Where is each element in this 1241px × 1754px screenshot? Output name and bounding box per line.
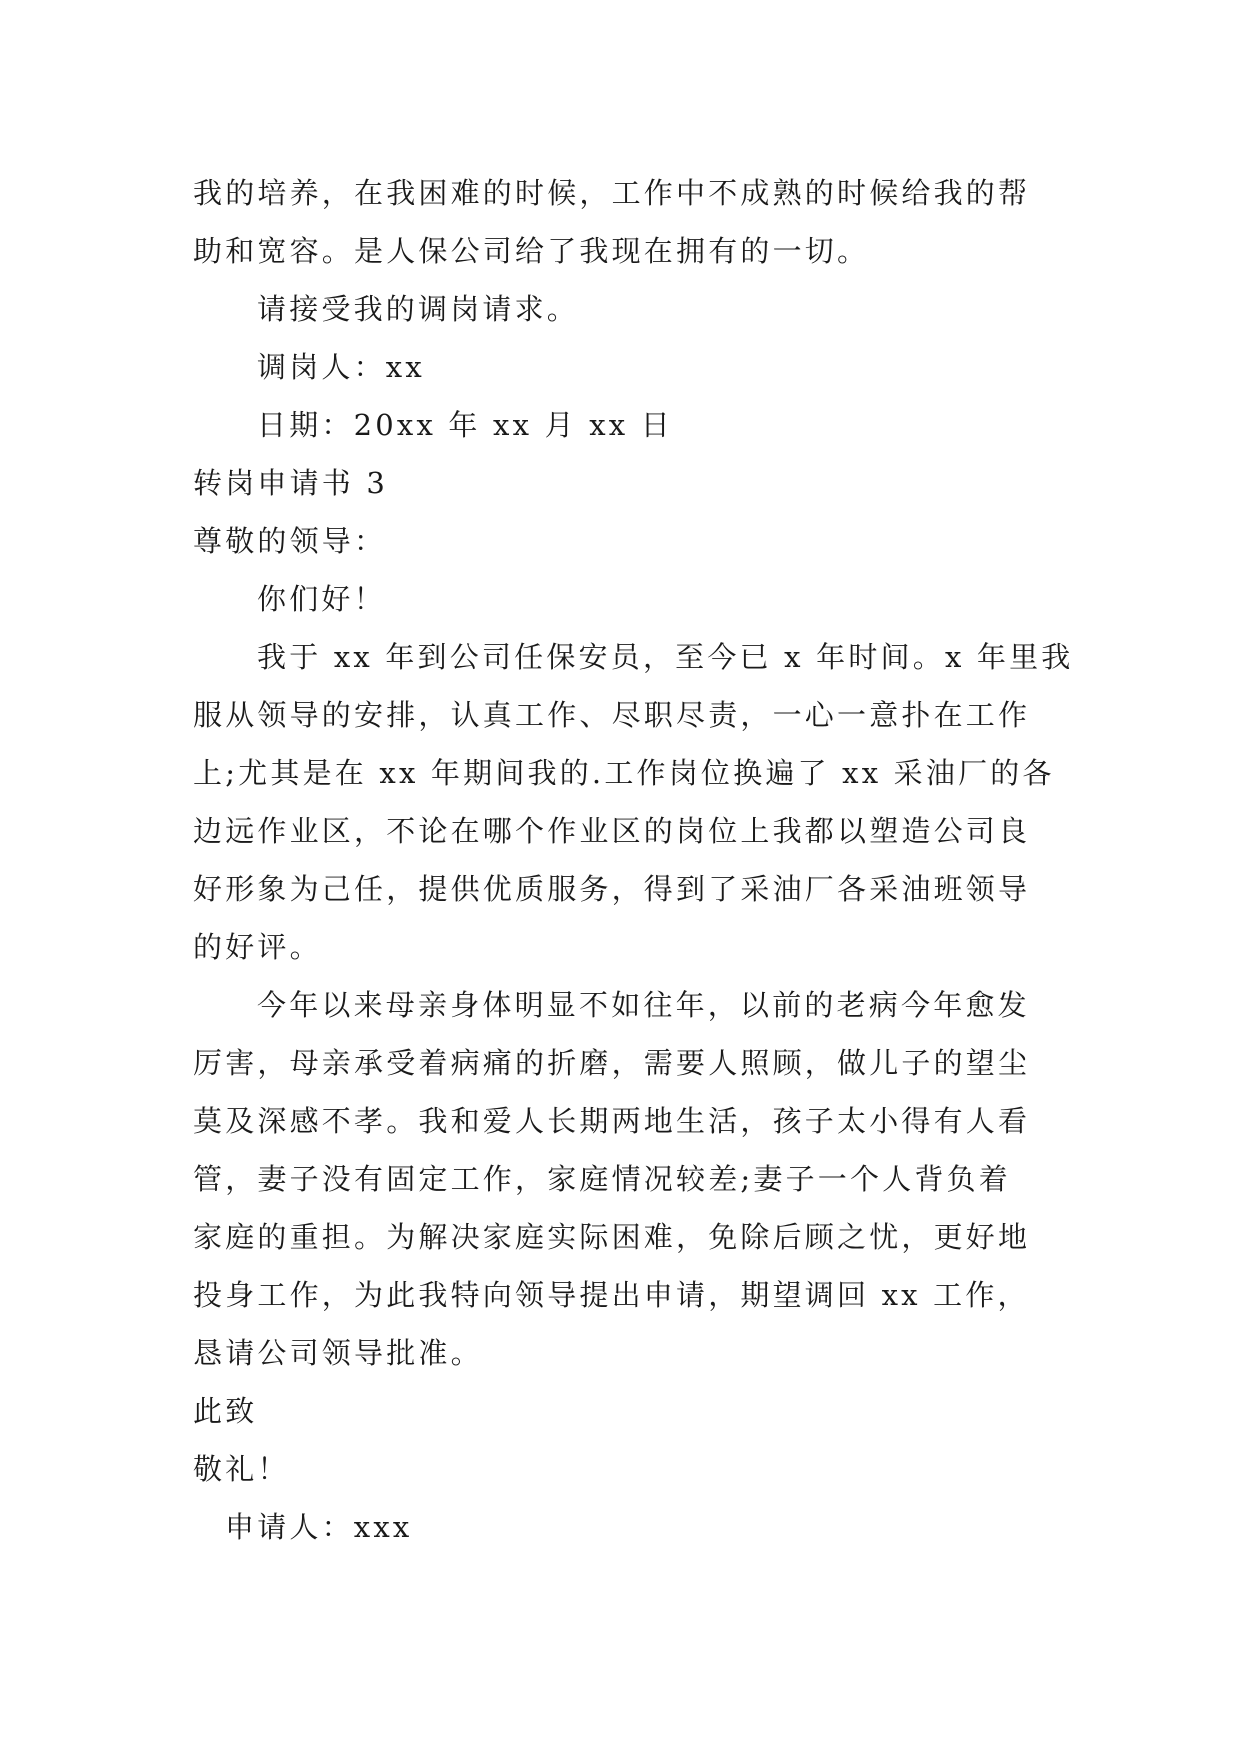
paragraph-line: 投身工作，为此我特向领导提出申请，期望调回 xx 工作， xyxy=(193,1278,1030,1312)
paragraph-line: 好形象为己任，提供优质服务，得到了采油厂各采油班领导 xyxy=(193,872,1031,906)
paragraph-line: 莫及深感不孝。我和爱人长期两地生活，孩子太小得有人看 xyxy=(193,1104,1031,1138)
paragraph-line: 上;尤其是在 xx 年期间我的.工作岗位换遍了 xx 采油厂的各 xyxy=(193,756,1055,790)
paragraph-line: 家庭的重担。为解决家庭实际困难，免除后顾之忧，更好地 xyxy=(193,1220,1031,1254)
paragraph-line: 边远作业区，不论在哪个作业区的岗位上我都以塑造公司良 xyxy=(193,814,1031,848)
paragraph-line: 我于 xx 年到公司任保安员，至今已 x 年时间。x 年里我 xyxy=(257,640,1074,674)
paragraph-line: 的好评。 xyxy=(193,930,322,964)
paragraph-line: 恳请公司领导批准。 xyxy=(193,1336,483,1370)
document-body xyxy=(193,164,1074,1556)
greeting: 你们好！ xyxy=(257,582,386,616)
paragraph-line: 助和宽容。是人保公司给了我现在拥有的一切。 xyxy=(193,234,870,268)
section-title: 转岗申请书 3 xyxy=(193,466,389,500)
closing-line: 此致 xyxy=(193,1394,258,1428)
closing-regards: 敬礼！ xyxy=(193,1452,290,1486)
paragraph-line: 服从领导的安排，认真工作、尽职尽责，一心一意扑在工作 xyxy=(193,698,1031,732)
salutation: 尊敬的领导： xyxy=(193,524,387,558)
request-line: 请接受我的调岗请求。 xyxy=(257,292,580,326)
transfer-person-line: 调岗人：xx xyxy=(257,350,425,384)
applicant-line: 申请人：xxx xyxy=(225,1510,413,1544)
paragraph-line: 今年以来母亲身体明显不如往年，以前的老病今年愈发 xyxy=(257,988,1030,1022)
date-line: 日期：20xx 年 xx 月 xx 日 xyxy=(257,408,673,442)
paragraph-line: 管，妻子没有固定工作，家庭情况较差;妻子一个人背负着 xyxy=(193,1162,1011,1196)
paragraph-line: 我的培养，在我困难的时候，工作中不成熟的时候给我的帮 xyxy=(193,176,1031,210)
paragraph-line: 厉害，母亲承受着病痛的折磨，需要人照顾，做儿子的望尘 xyxy=(193,1046,1031,1080)
